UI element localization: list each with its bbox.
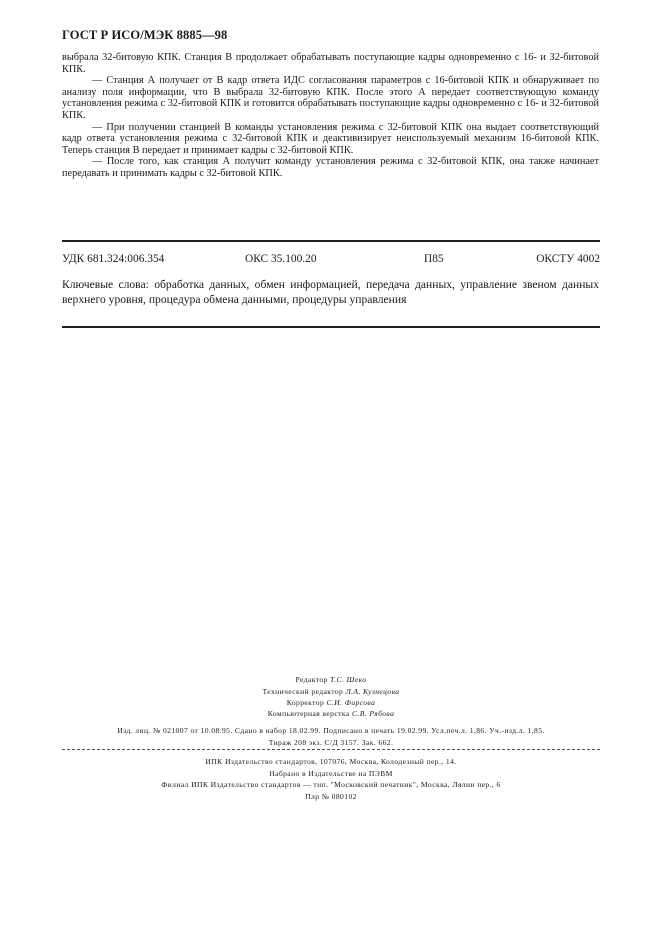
okstu-code: ОКСТУ 4002: [536, 253, 600, 265]
paragraph-2: — Станция А получает от В кадр ответа ИДС согласования параметров с 16-битовой КПК и обнаруживает по анализу поля информации, что В выбрала 32-битовую КПК. После этого А передает соответствующую команду установления режима с 32-битовой КПК и готовится обрабатывать поступающие кадры одновременно с 16- и 32-битовой КПК.: [62, 75, 599, 121]
classification-codes: [62, 253, 600, 267]
paragraph-3: — При получении станцией В команды установления режима с 32-битовой КПК она выдает соответствующий кадр ответа установления режима с 32-битовой КПК и деактивизирует неиспользуемый механизм 16-битовой КПК. Теперь станция В передает и принимает кадры с 32-битовой КПК.: [62, 121, 599, 156]
oks-code: ОКС 35.100.20: [245, 253, 317, 265]
udk-code: УДК 681.324:006.354: [62, 253, 165, 265]
publisher-line-1: ИПК Издательство стандартов, 107076, Москва, Колодезный пер., 14.: [205, 757, 457, 766]
imprint-line-2: Тираж 208 экз. С/Д 3157. Зак. 662.: [268, 737, 394, 747]
tech-editor-name: Л.А. Кузнецова: [345, 687, 400, 696]
keywords: Ключевые слова: обработка данных, обмен информацией, передача данных, управление звеном данных верхнего уровня, процедура обмена данными, процедуры управления: [62, 278, 599, 306]
publisher-line-4: Плр № 080102: [305, 791, 357, 801]
corrector-role: Корректор: [286, 698, 325, 707]
page-header: ГОСТ Р ИСО/МЭК 8885—98: [62, 28, 228, 42]
publisher-line-2: Набрано в Издательстве на ПЭВМ: [269, 768, 393, 778]
body-text: [62, 52, 599, 180]
editor-role: Редактор: [295, 675, 328, 684]
credits-editor: [62, 674, 600, 686]
imprint-line-1: Изд. лиц. № 021007 от 10.08.95. Сдано в набор 18.02.99. Подписано в печать 19.02.99. Усл.печ.л. 1,86. Уч.-изд.л. 1,85.: [117, 726, 545, 735]
bottom-rule: [62, 326, 600, 328]
layout-role: Компьютерная верстка: [267, 709, 350, 718]
corrector-name: С.И. Фирсова: [326, 698, 376, 707]
publisher-info: [62, 756, 600, 802]
layout-name: С.В. Рябова: [351, 709, 395, 718]
p-code: П85: [424, 253, 444, 265]
top-rule: [62, 240, 600, 242]
dashed-divider: [62, 749, 600, 750]
tech-editor-role: Технический редактор: [262, 687, 344, 696]
editor-name: Т.С. Шеко: [330, 675, 367, 684]
credits-layout: [62, 708, 600, 720]
publisher-line-3: Филиал ИПК Издательство стандартов — тип. "Московский печатник", Москва, Лялин пер., 6: [161, 780, 501, 789]
imprint: [62, 725, 600, 748]
paragraph-4: — После того, как станция А получит команду установления режима с 32-битовой КПК, она также начинает передавать и принимать кадры с 32-битовой КПК.: [62, 156, 599, 179]
paragraph-1: выбрала 32-битовую КПК. Станция В продолжает обрабатывать поступающие кадры одновременно с 16- и 32-битовой КПК.: [62, 52, 599, 75]
